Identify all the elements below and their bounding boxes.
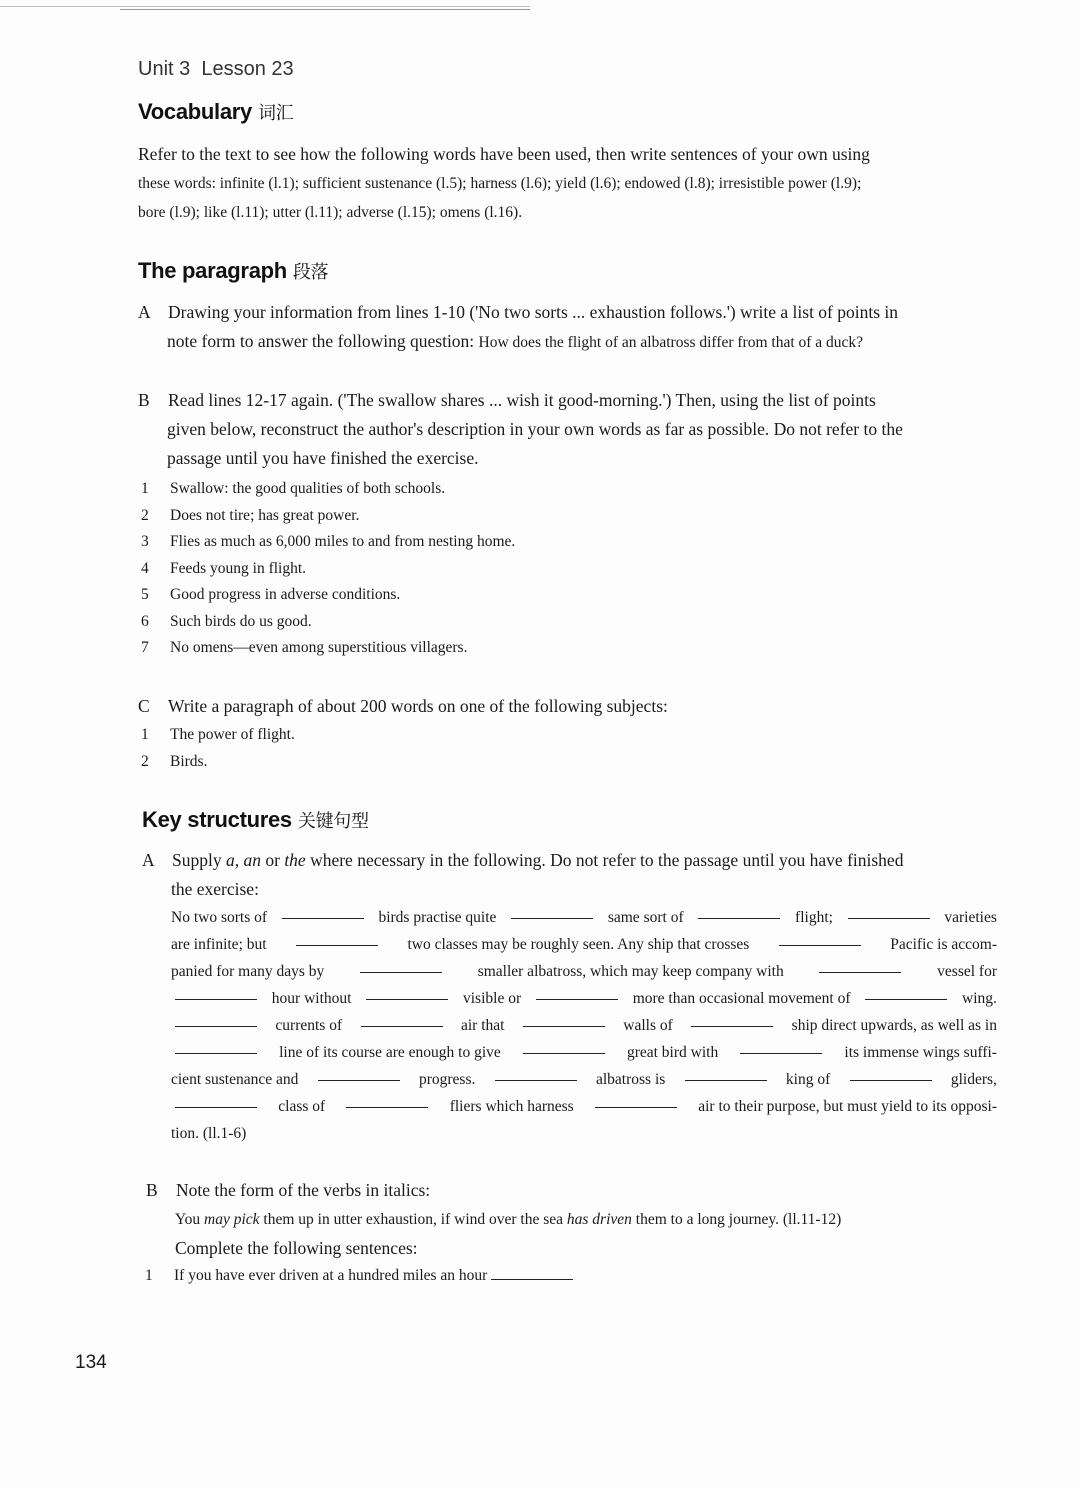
fill-in-passage bbox=[171, 904, 997, 1147]
passage-text: albatross is bbox=[595, 1071, 666, 1088]
answer-blank[interactable] bbox=[175, 1093, 257, 1108]
answer-blank[interactable] bbox=[346, 1093, 428, 1108]
passage-line bbox=[171, 931, 997, 958]
text-line: these words: infinite (l.1); sufficient sustenance (l.5); harness (l.6); yield (l.6); endowed (l.8); irresistible power (l.9); bbox=[138, 175, 862, 192]
exercise-label: A bbox=[142, 850, 155, 870]
passage-line bbox=[171, 1066, 997, 1093]
italic-verb: has driven bbox=[566, 1211, 632, 1228]
heading-text: The paragraph bbox=[138, 258, 287, 283]
passage-text: hour without bbox=[271, 990, 352, 1007]
paragraph-exercise-c bbox=[138, 692, 668, 721]
item-text: No omens—even among superstitious villagers. bbox=[170, 639, 468, 656]
answer-blank[interactable] bbox=[698, 904, 780, 919]
list-item bbox=[138, 529, 515, 556]
item-text: Such birds do us good. bbox=[170, 612, 312, 630]
list-item bbox=[138, 722, 295, 749]
passage-text: fliers which harness bbox=[449, 1098, 574, 1115]
passage-line bbox=[171, 958, 997, 985]
item-number: 4 bbox=[141, 559, 149, 577]
passage-text: air that bbox=[460, 1017, 505, 1034]
passage-text: cient sustenance and bbox=[171, 1071, 299, 1088]
paragraph-heading bbox=[138, 258, 328, 284]
answer-blank[interactable] bbox=[523, 1039, 605, 1054]
passage-text: walls of bbox=[623, 1017, 673, 1034]
item-text: If you have ever driven at a hundred miles an hour bbox=[174, 1267, 488, 1284]
answer-blank[interactable] bbox=[495, 1066, 577, 1081]
passage-line bbox=[171, 1120, 997, 1147]
exercise-label: B bbox=[138, 390, 150, 410]
text: where necessary in the following. Do not refer to the passage until you have finished bbox=[305, 850, 904, 870]
item-number: 1 bbox=[145, 1267, 153, 1284]
text: You bbox=[175, 1211, 205, 1228]
unit-lesson-header bbox=[138, 58, 294, 81]
passage-text: smaller albatross, which may keep company with bbox=[477, 963, 784, 980]
answer-blank[interactable] bbox=[848, 904, 930, 919]
text-line: Write a paragraph of about 200 words on one of the following subjects: bbox=[168, 696, 668, 716]
divider bbox=[120, 9, 530, 10]
example-sentence bbox=[146, 1205, 1006, 1234]
passage-text: wing. bbox=[962, 990, 997, 1007]
answer-blank[interactable] bbox=[360, 958, 442, 973]
answer-blank[interactable] bbox=[175, 1012, 257, 1027]
passage-text: flight; bbox=[795, 909, 833, 926]
item-number: 5 bbox=[141, 586, 149, 603]
answer-blank[interactable] bbox=[296, 931, 378, 946]
text-line: Complete the following sentences: bbox=[175, 1238, 418, 1258]
list-item bbox=[138, 635, 515, 662]
passage-text: class of bbox=[278, 1098, 326, 1115]
passage-line bbox=[171, 904, 997, 931]
list-item bbox=[138, 749, 295, 776]
answer-blank[interactable] bbox=[282, 904, 364, 919]
text-line: note form to answer the following question: bbox=[167, 331, 479, 351]
page-number: 134 bbox=[75, 1352, 107, 1373]
answer-blank[interactable] bbox=[865, 985, 947, 1000]
exercise-label: C bbox=[138, 696, 150, 716]
list-item bbox=[138, 556, 515, 583]
answer-blank[interactable] bbox=[366, 985, 448, 1000]
item-text: Swallow: the good qualities of both schools. bbox=[170, 480, 446, 497]
subjects-list bbox=[138, 722, 295, 775]
text-line: Read lines 12-17 again. ('The swallow shares ... wish it good-morning.') Then, using the list of points bbox=[168, 390, 876, 410]
item-number: 2 bbox=[141, 752, 149, 770]
italic-word: the bbox=[284, 850, 306, 870]
item-number: 3 bbox=[141, 533, 149, 550]
text-line: Refer to the text to see how the following words have been used, then write sentences of your own using bbox=[138, 144, 870, 164]
text-line: passage until you have finished the exercise. bbox=[167, 448, 479, 468]
passage-text: same sort of bbox=[607, 909, 684, 926]
passage-text: air to their purpose, but must yield to its opposi- bbox=[698, 1098, 997, 1115]
item-text: Flies as much as 6,000 miles to and from nesting home. bbox=[170, 533, 516, 550]
answer-blank[interactable] bbox=[691, 1012, 773, 1027]
answer-blank[interactable] bbox=[175, 985, 257, 1000]
question-text: How does the flight of an albatross differ from that of a duck? bbox=[478, 334, 864, 351]
passage-text: currents of bbox=[275, 1017, 343, 1034]
passage-text: two classes may be roughly seen. Any ship that crosses bbox=[407, 936, 750, 953]
heading-text: Vocabulary bbox=[138, 99, 252, 124]
answer-blank[interactable] bbox=[819, 958, 901, 973]
passage-text: tion. (ll.1-6) bbox=[171, 1125, 247, 1142]
answer-blank[interactable] bbox=[740, 1039, 822, 1054]
text: them to a long journey. (ll.11-12) bbox=[631, 1211, 842, 1228]
answer-blank[interactable] bbox=[361, 1012, 443, 1027]
item-text: Feeds young in flight. bbox=[170, 559, 307, 577]
passage-text: No two sorts of bbox=[171, 909, 268, 926]
text-line: given below, reconstruct the author's description in your own words as far as possible. Do not refer to the bbox=[167, 419, 903, 439]
vocabulary-instructions bbox=[138, 140, 998, 227]
key-structures-heading bbox=[142, 807, 369, 833]
exercise-label: B bbox=[146, 1180, 158, 1200]
item-number: 2 bbox=[141, 506, 149, 524]
heading-cn: 关键句型 bbox=[297, 811, 369, 831]
passage-text: Pacific is accom- bbox=[890, 936, 997, 953]
answer-blank[interactable] bbox=[318, 1066, 400, 1081]
passage-text: visible or bbox=[463, 990, 522, 1007]
key-exercise-b bbox=[146, 1176, 1006, 1290]
key-exercise-a bbox=[142, 846, 1002, 904]
passage-line bbox=[171, 1093, 997, 1120]
passage-text: progress. bbox=[418, 1071, 476, 1088]
text-line: Drawing your information from lines 1-10 ('No two sorts ... exhaustion follows.') write a list of points in bbox=[168, 302, 899, 322]
item-text: Birds. bbox=[170, 752, 208, 770]
item-number: 1 bbox=[141, 726, 149, 743]
heading-cn: 词汇 bbox=[257, 103, 294, 123]
answer-blank[interactable] bbox=[536, 985, 618, 1000]
passage-text: gliders, bbox=[950, 1071, 997, 1088]
answer-blank[interactable] bbox=[850, 1066, 932, 1081]
passage-text: line of its course are enough to give bbox=[279, 1044, 501, 1061]
list-item bbox=[138, 503, 515, 530]
item-text: Good progress in adverse conditions. bbox=[170, 586, 401, 603]
text-line: Note the form of the verbs in italics: bbox=[176, 1180, 431, 1200]
passage-text: varieties bbox=[944, 909, 997, 926]
passage-text: are infinite; but bbox=[171, 936, 267, 953]
paragraph-exercise-a bbox=[138, 298, 998, 357]
passage-text: more than occasional movement of bbox=[632, 990, 851, 1007]
list-item bbox=[138, 609, 515, 636]
divider bbox=[0, 6, 530, 7]
passage-text: king of bbox=[785, 1071, 831, 1088]
paragraph-exercise-b bbox=[138, 386, 998, 473]
answer-blank[interactable] bbox=[595, 1093, 677, 1108]
unit-label: Unit 3 bbox=[138, 58, 191, 80]
text: or bbox=[260, 850, 285, 870]
heading-text: Key structures bbox=[142, 807, 292, 832]
text: Supply bbox=[172, 850, 226, 870]
answer-blank[interactable] bbox=[523, 1012, 605, 1027]
italic-word: a, bbox=[225, 850, 240, 870]
answer-blank[interactable] bbox=[491, 1265, 573, 1280]
answer-blank[interactable] bbox=[511, 904, 593, 919]
item-number: 7 bbox=[141, 639, 149, 656]
item-number: 1 bbox=[141, 480, 149, 497]
item-text: Does not tire; has great power. bbox=[170, 506, 360, 524]
lesson-label: Lesson 23 bbox=[201, 58, 294, 80]
passage-text: panied for many days by bbox=[171, 963, 325, 980]
answer-blank[interactable] bbox=[779, 931, 861, 946]
vocabulary-heading bbox=[138, 99, 293, 125]
list-item bbox=[138, 476, 515, 503]
passage-text: vessel for bbox=[937, 963, 997, 980]
exercise-label: A bbox=[138, 302, 151, 322]
list-item bbox=[138, 582, 515, 609]
text-line: bore (l.9); like (l.11); utter (l.11); adverse (l.15); omens (l.16). bbox=[138, 204, 523, 221]
passage-line bbox=[171, 1039, 997, 1066]
passage-text: its immense wings suffi- bbox=[844, 1044, 997, 1061]
passage-text: great bird with bbox=[626, 1044, 719, 1061]
answer-blank[interactable] bbox=[685, 1066, 767, 1081]
points-list bbox=[138, 476, 515, 662]
italic-verb: may pick bbox=[204, 1211, 260, 1228]
passage-text: birds practise quite bbox=[378, 909, 497, 926]
text: them up in utter exhaustion, if wind over the sea bbox=[259, 1211, 567, 1228]
passage-line bbox=[171, 985, 997, 1012]
italic-word: an bbox=[243, 850, 261, 870]
item-number: 6 bbox=[141, 612, 149, 630]
answer-blank[interactable] bbox=[175, 1039, 257, 1054]
item-text: The power of flight. bbox=[170, 726, 295, 743]
passage-line bbox=[171, 1012, 997, 1039]
passage-text: ship direct upwards, as well as in bbox=[791, 1017, 997, 1034]
heading-cn: 段落 bbox=[292, 262, 329, 282]
text-line: the exercise: bbox=[171, 879, 259, 899]
